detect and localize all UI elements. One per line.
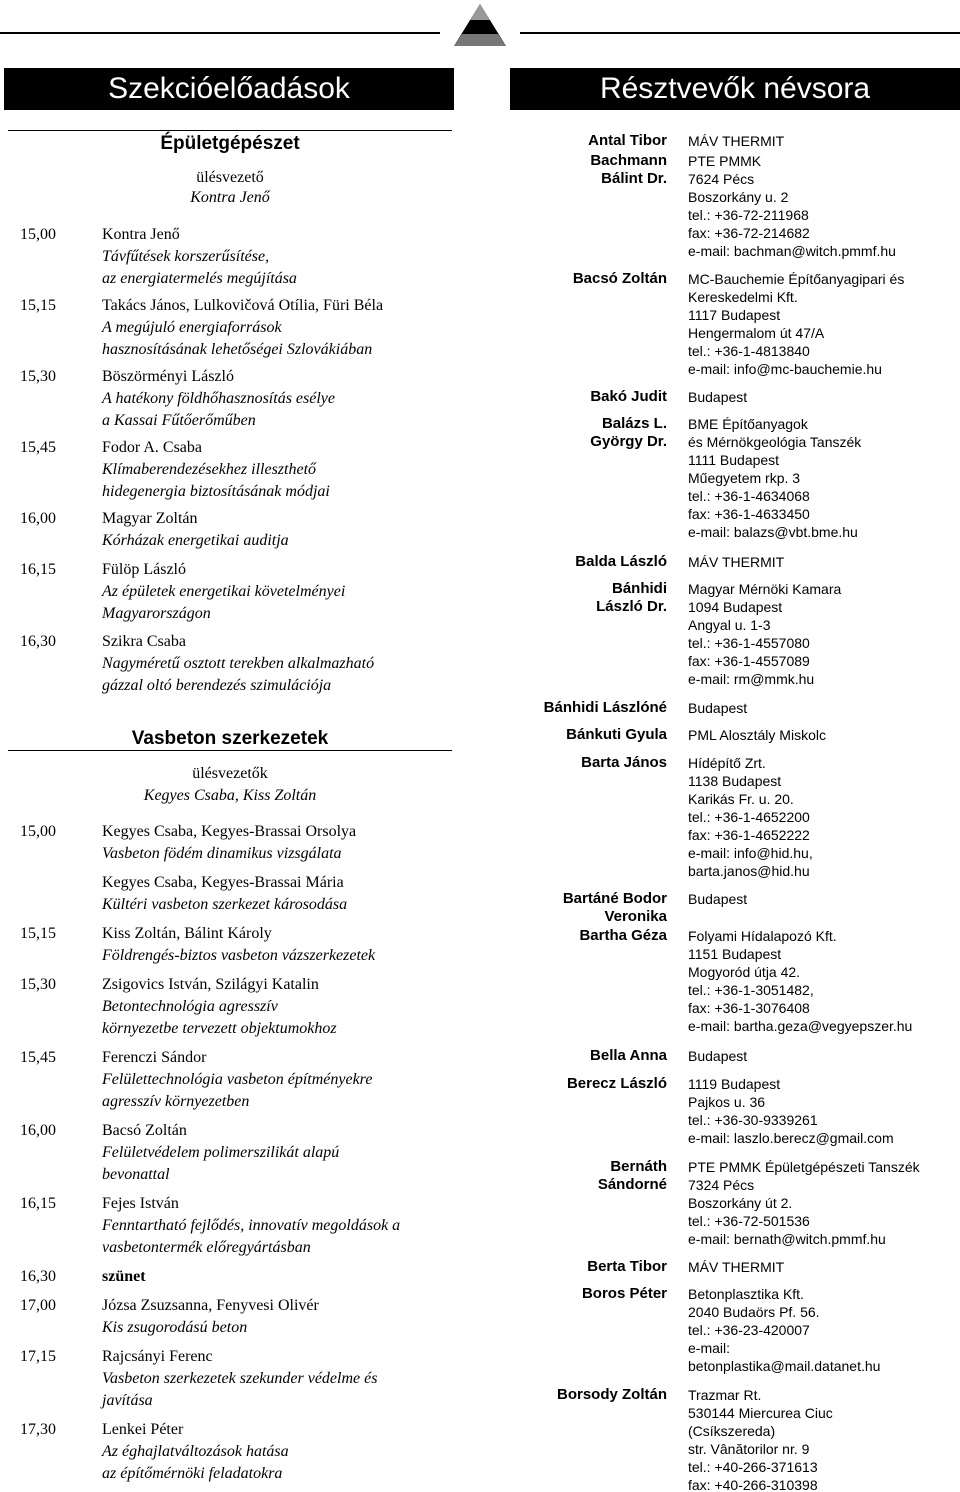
session-time: 16,15 — [20, 1195, 56, 1212]
participant-name-line: Veronika — [604, 908, 667, 925]
participant-info-line: Budapest — [688, 389, 748, 405]
participant-info-line: MÁV THERMIT — [688, 554, 785, 570]
session-authors: Szikra Csaba — [102, 633, 186, 650]
participants-banner: Résztvevők névsora — [510, 68, 960, 110]
participant-name — [510, 1158, 667, 1194]
session-title-line: hasznosításának lehetőségei Szlovákiában — [102, 341, 373, 358]
section-header-building-engineering — [8, 130, 452, 155]
participant-name — [510, 890, 667, 926]
participant-info-line: MC-Bauchemie Építőanyagipari és — [688, 271, 905, 287]
chair-name: Kontra Jenő — [190, 189, 270, 206]
participant-name-line: Antal Tibor — [588, 132, 667, 149]
participant-info-line: fax: +36-1-4652222 — [688, 827, 810, 843]
participant-name — [510, 1258, 667, 1276]
session-authors: Józsa Zsuzsanna, Fenyvesi Olivér — [102, 1297, 319, 1314]
session-authors: szünet — [102, 1268, 146, 1285]
participant-info-line: tel.: +36-72-501536 — [688, 1213, 810, 1229]
session-title-line: környezetbe tervezett objektumokhoz — [102, 1020, 337, 1037]
participant-info-line: 7624 Pécs — [688, 171, 755, 187]
session-authors: Fodor A. Csaba — [102, 439, 202, 456]
session-title-line: Magyarországon — [102, 605, 211, 622]
session-time: 15,30 — [20, 368, 56, 385]
participant-name-line: Boros Péter — [581, 1285, 667, 1302]
participant-info-line: tel.: +40-266-371613 — [688, 1459, 818, 1475]
participant-name — [510, 1075, 667, 1093]
participant-info-line: Pajkos u. 36 — [688, 1094, 766, 1110]
participant-info-line: Hídépítő Zrt. — [688, 755, 766, 771]
session-authors: Zsigovics István, Szilágyi Katalin — [102, 976, 319, 993]
participant-info-line: e-mail: laszlo.berecz@gmail.com — [688, 1130, 894, 1146]
session-body — [102, 1193, 472, 1259]
session-time: 15,00 — [20, 226, 56, 243]
session-title-line: Betontechnológia agresszív — [102, 998, 278, 1015]
participant-info-line: fax: +36-1-4557089 — [688, 653, 810, 669]
session-body — [102, 631, 472, 697]
chair-label: ülésvezető — [196, 169, 264, 186]
session-body — [102, 974, 472, 1040]
session-body — [102, 437, 472, 503]
session-body — [102, 923, 472, 967]
session-authors: Fejes István — [102, 1195, 179, 1212]
participant-info — [688, 553, 960, 571]
session-body — [102, 1295, 472, 1339]
participant-info-line: 7324 Pécs — [688, 1177, 755, 1193]
participant-name-line: Bakó Judit — [590, 388, 667, 405]
session-body — [102, 508, 472, 552]
session-title-line: A hatékony földhőhasznosítás esélye — [102, 390, 335, 407]
participant-info-line: 530144 Miercurea Ciuc — [688, 1405, 833, 1421]
participant-name — [510, 754, 667, 772]
participant-name-line: László Dr. — [596, 598, 667, 615]
participant-info-line: 1151 Budapest — [688, 946, 782, 962]
participant-info-line: Boszorkány út 2. — [688, 1195, 793, 1211]
participant-info-line: tel.: +36-1-4813840 — [688, 343, 810, 359]
participant-info-line: PTE PMMK Épületgépészeti Tanszék — [688, 1159, 920, 1175]
participant-info-line: fax: +36-1-3076408 — [688, 1000, 810, 1016]
participant-info — [688, 132, 960, 150]
session-body — [102, 224, 472, 290]
session-title-line: javítása — [102, 1392, 153, 1409]
participant-info-line: 1119 Budapest — [688, 1076, 781, 1092]
participant-name — [510, 152, 667, 188]
participant-info — [688, 1258, 960, 1276]
session-body — [102, 366, 472, 432]
participant-info — [688, 1285, 960, 1375]
sessions-banner: Szekcióelőadások — [4, 68, 454, 110]
session-body — [102, 1419, 472, 1485]
session-authors: Kontra Jenő — [102, 226, 180, 243]
participant-info — [688, 415, 960, 541]
header-rule-left — [0, 32, 440, 34]
session-title-line: hidegenergia biztosításának módjai — [102, 483, 330, 500]
participant-info-line: e-mail: balazs@vbt.bme.hu — [688, 524, 858, 540]
participant-info — [688, 152, 960, 260]
participant-info-line: betonplastika@mail.datanet.hu — [688, 1358, 881, 1374]
participant-info-line: fax: +36-1-4633450 — [688, 506, 810, 522]
participant-info — [688, 1075, 960, 1147]
session-time: 16,15 — [20, 561, 56, 578]
session-authors: Rajcsányi Ferenc — [102, 1348, 213, 1365]
session-title-line: a Kassai Fűtőerőműben — [102, 412, 256, 429]
session-authors: Kegyes Csaba, Kegyes-Brassai Mária — [102, 874, 344, 891]
session-title-line: Klímaberendezésekhez illeszthető — [102, 461, 317, 478]
session-time: 17,15 — [20, 1348, 56, 1365]
participant-info-line: tel.: +36-1-4634068 — [688, 488, 810, 504]
session-time: 17,00 — [20, 1297, 56, 1314]
participant-info-line: e-mail: info@hid.hu, — [688, 845, 813, 861]
participant-info-line: e-mail: bartha.geza@vegyepszer.hu — [688, 1018, 913, 1034]
section-header-reinforced-concrete — [8, 728, 452, 751]
participant-name-line: Sándorné — [597, 1176, 667, 1193]
participant-info-line: Mogyoród útja 42. — [688, 964, 801, 980]
participant-info-line: Betonplasztika Kft. — [688, 1286, 804, 1302]
participant-info — [688, 890, 960, 908]
participant-name — [510, 553, 667, 571]
session-title-line: Földrengés-biztos vasbeton vázszerkezetek — [102, 947, 376, 964]
session-title-line: Vasbeton födém dinamikus vizsgálata — [102, 845, 342, 862]
participant-name-line: Berecz László — [566, 1075, 667, 1092]
participant-name-line: Bella Anna — [590, 1047, 667, 1064]
session-title-line: Felületvédelem polimerszilikát alapú — [102, 1144, 340, 1161]
session-time: 16,00 — [20, 510, 56, 527]
participant-info-line: Magyar Mérnöki Kamara — [688, 581, 842, 597]
section-title: Épületgépészet — [160, 133, 300, 154]
session-title-line: agresszív környezetben — [102, 1093, 250, 1110]
participant-info-line: Boszorkány u. 2 — [688, 189, 789, 205]
participant-name-line: Balda László — [575, 553, 667, 570]
participant-name — [510, 270, 667, 288]
participant-info-line: MÁV THERMIT — [688, 1259, 785, 1275]
session-title-line: Az éghajlatváltozások hatása — [102, 1443, 289, 1460]
session-body — [102, 1047, 472, 1113]
participant-name-line: Balázs L. — [601, 415, 667, 432]
session-time: 16,30 — [20, 1268, 56, 1285]
session-title-line: Az épületek energetikai követelményei — [102, 583, 346, 600]
session-title-line: Nagyméretű osztott terekben alkalmazható — [102, 655, 375, 672]
participant-name-line: Bánkuti Gyula — [566, 726, 667, 743]
participant-info-line: Budapest — [688, 891, 748, 907]
session-time: 15,15 — [20, 297, 56, 314]
participant-name-line: Bánhidi Lászlóné — [543, 699, 667, 716]
session-title-line: Kis zsugorodású beton — [102, 1319, 248, 1336]
participant-info-line: PTE PMMK — [688, 153, 762, 169]
participant-info-line: 1094 Budapest — [688, 599, 783, 615]
participant-info — [688, 927, 960, 1035]
participant-info-line: Karikás Fr. u. 20. — [688, 791, 794, 807]
session-title-line: Távfűtések korszerűsítése, — [102, 248, 270, 265]
participant-info-line: str. Vânătorilor nr. 9 — [688, 1441, 810, 1457]
participant-info-line: tel.: +36-1-4652200 — [688, 809, 810, 825]
participant-name-line: György Dr. — [590, 433, 667, 450]
participant-info-line: Budapest — [688, 700, 748, 716]
participant-info-line: tel.: +36-1-3051482, — [688, 982, 814, 998]
participant-info-line: e-mail: — [688, 1340, 731, 1356]
header-rule-right — [520, 32, 960, 34]
triangle-logo-icon — [440, 0, 520, 50]
session-time: 15,00 — [20, 823, 56, 840]
session-authors: Lenkei Péter — [102, 1421, 184, 1438]
participant-info — [688, 754, 960, 880]
session-title-line: Fenntartható fejlődés, innovatív megoldások a — [102, 1217, 401, 1234]
participant-info-line: Hengermalom út 47/A — [688, 325, 825, 341]
participant-info-line: Kereskedelmi Kft. — [688, 289, 798, 305]
session-body — [102, 559, 472, 625]
participant-name-line: Bartha Géza — [579, 927, 667, 944]
session-title-line: Vasbeton szerkezetek szekunder védelme és — [102, 1370, 378, 1387]
session-body — [102, 1346, 472, 1412]
participant-name-line: Bacsó Zoltán — [572, 270, 667, 287]
participant-info-line: tel.: +36-1-4557080 — [688, 635, 810, 651]
participant-info — [688, 270, 960, 378]
participant-info-line: MÁV THERMIT — [688, 133, 785, 149]
participant-info-line: e-mail: info@mc-bauchemie.hu — [688, 361, 882, 377]
participant-name — [510, 1386, 667, 1404]
participant-name-line: Barta János — [581, 754, 667, 771]
participant-name — [510, 726, 667, 744]
participant-info-line: tel.: +36-30-9339261 — [688, 1112, 818, 1128]
participant-name — [510, 415, 667, 451]
participant-info-line: BME Építőanyagok — [688, 416, 808, 432]
session-title-line: A megújuló energiaforrások — [102, 319, 282, 336]
participant-info — [688, 726, 960, 744]
participant-info-line: fax: +36-72-214682 — [688, 225, 810, 241]
session-time: 17,30 — [20, 1421, 56, 1438]
participant-name-line: Bernáth — [610, 1158, 667, 1175]
participant-info-line: Műegyetem rkp. 3 — [688, 470, 801, 486]
participant-info-line: barta.janos@hid.hu — [688, 863, 810, 879]
participant-info-line: tel.: +36-23-420007 — [688, 1322, 810, 1338]
participant-info-line: Angyal u. 1-3 — [688, 617, 771, 633]
participant-name-line: Bánhidi — [612, 580, 667, 597]
participant-info-line: (Csíkszereda) — [688, 1423, 776, 1439]
session-time: 15,30 — [20, 976, 56, 993]
participant-name — [510, 580, 667, 616]
participant-info-line: e-mail: bernath@witch.pmmf.hu — [688, 1231, 886, 1247]
participant-info-line: tel.: +36-72-211968 — [688, 207, 809, 223]
session-title-line: gázzal oltó berendezés szimulációja — [102, 677, 332, 694]
participant-info-line: Budapest — [688, 1048, 748, 1064]
participant-info — [688, 580, 960, 688]
session-title-line: Kültéri vasbeton szerkezet károsodása — [102, 896, 348, 913]
session-authors: Ferenczi Sándor — [102, 1049, 207, 1066]
participant-info — [688, 1047, 960, 1065]
session-title-line: az energiatermelés megújítása — [102, 270, 297, 287]
session-title-line: az építőmérnöki feladatokra — [102, 1465, 283, 1482]
session-authors: Kiss Zoltán, Bálint Károly — [102, 925, 272, 942]
participant-info-line: fax: +40-266-310398 — [688, 1477, 818, 1492]
chair-label: ülésvezetők — [192, 765, 268, 782]
participant-info-line: 1117 Budapest — [688, 307, 781, 323]
session-authors: Magyar Zoltán — [102, 510, 198, 527]
session-authors: Böszörményi László — [102, 368, 234, 385]
participant-info-line: e-mail: bachman@witch.pmmf.hu — [688, 243, 896, 259]
participant-name — [510, 927, 667, 945]
session-time: 15,45 — [20, 1049, 56, 1066]
participant-name-line: Borsody Zoltán — [556, 1386, 667, 1403]
session-authors: Fülöp László — [102, 561, 186, 578]
participant-name — [510, 132, 667, 150]
session-body — [102, 1266, 472, 1288]
participant-info — [688, 388, 960, 406]
participant-info-line: e-mail: rm@mmk.hu — [688, 671, 815, 687]
chair-name: Kegyes Csaba, Kiss Zoltán — [143, 787, 317, 804]
session-title-line: vasbetontermék előregyártásban — [102, 1239, 311, 1256]
section-title: Vasbeton szerkezetek — [131, 728, 329, 749]
participant-name — [510, 388, 667, 406]
participant-info-line: 1111 Budapest — [688, 452, 780, 468]
session-title-line: Felülettechnológia vasbeton építményekre — [102, 1071, 373, 1088]
session-time: 15,45 — [20, 439, 56, 456]
participant-name-line: Bartáné Bodor — [562, 890, 667, 907]
session-title-line: Kórházak energetikai auditja — [102, 532, 289, 549]
session-time: 16,30 — [20, 633, 56, 650]
participant-name — [510, 1285, 667, 1303]
participant-name-line: Bachmann — [590, 152, 667, 169]
participant-info-line: 2040 Budaörs Pf. 56. — [688, 1304, 820, 1320]
participant-info-line: Trazmar Rt. — [688, 1387, 762, 1403]
participant-info-line: és Mérnökgeológia Tanszék — [688, 434, 862, 450]
session-authors: Takács János, Lulkovičová Otília, Füri Béla — [102, 297, 384, 314]
participant-info — [688, 1386, 960, 1492]
participant-info-line: PML Alosztály Miskolc — [688, 727, 826, 743]
participant-name-line: Berta Tibor — [587, 1258, 667, 1275]
participant-info — [688, 1158, 960, 1248]
participant-name — [510, 699, 667, 717]
participant-info-line: 1138 Budapest — [688, 773, 782, 789]
session-body — [102, 821, 472, 865]
participant-name — [510, 1047, 667, 1065]
session-body — [102, 295, 472, 361]
session-title-line: bevonattal — [102, 1166, 170, 1183]
participant-name-line: Bálint Dr. — [601, 170, 667, 187]
session-body — [102, 1120, 472, 1186]
session-time: 15,15 — [20, 925, 56, 942]
participant-info — [688, 699, 960, 717]
session-authors: Bacsó Zoltán — [102, 1122, 187, 1139]
session-time: 16,00 — [20, 1122, 56, 1139]
session-authors: Kegyes Csaba, Kegyes-Brassai Orsolya — [102, 823, 357, 840]
participant-info-line: Folyami Hídalapozó Kft. — [688, 928, 837, 944]
session-body — [102, 872, 472, 916]
